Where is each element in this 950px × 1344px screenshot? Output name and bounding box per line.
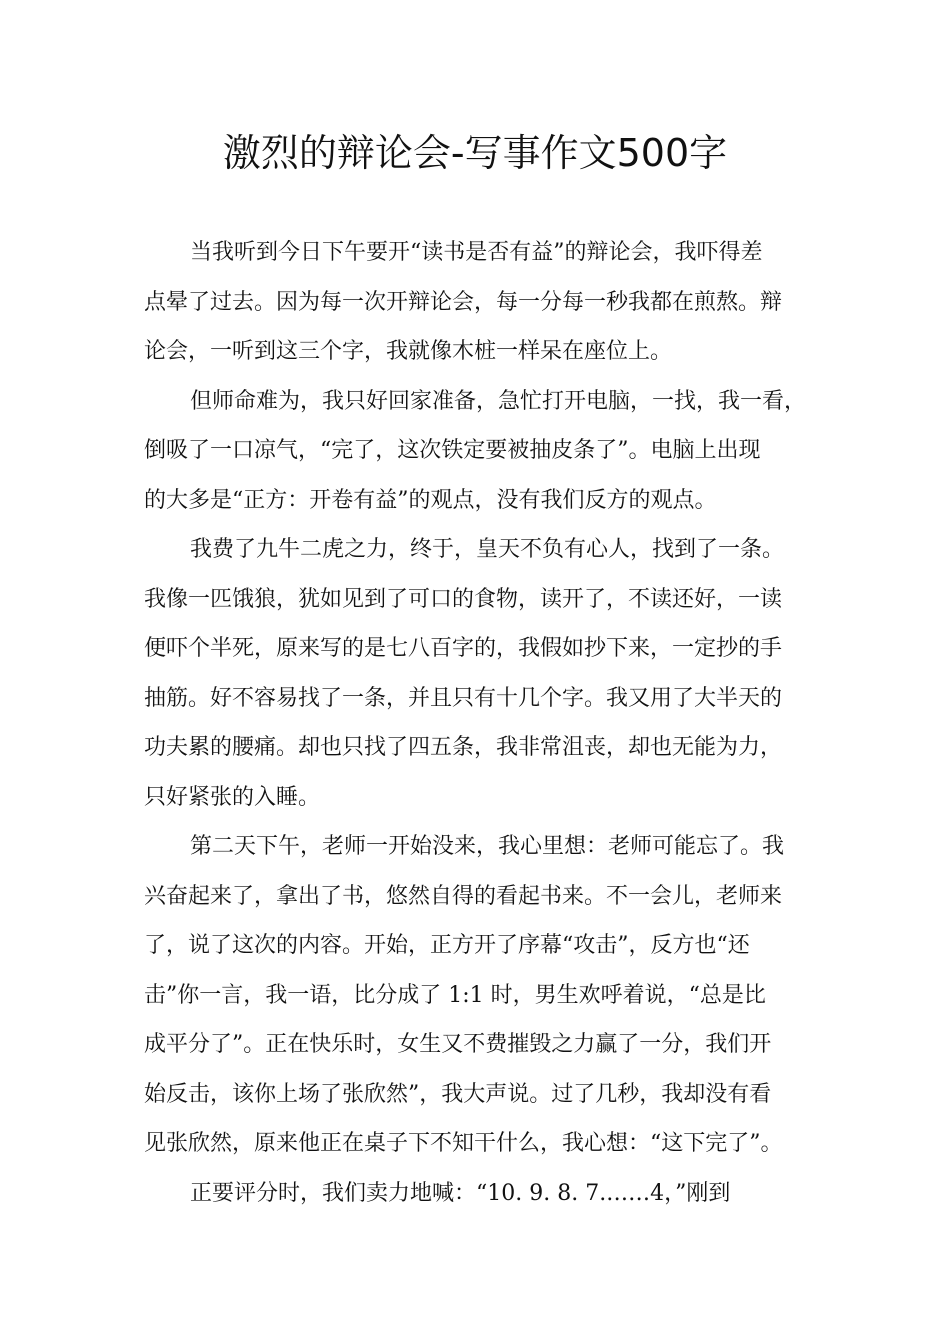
document-title: 激烈的辩论会-写事作文500字	[222, 131, 728, 175]
paragraph-line: 功夫累的腰痛。却也只找了四五条，我非常沮丧，却也无能为力，	[144, 735, 783, 760]
paragraph-line: 但师命难为，我只好回家准备，急忙打开电脑，一找，我一看，	[190, 388, 807, 414]
paragraph-line: 便吓个半死，原来写的是七八百字的，我假如抄下来，一定抄的手	[144, 636, 783, 661]
document-body	[144, 228, 814, 1218]
paragraph-line: 成平分了”。正在快乐时，女生又不费摧毁之力赢了一分，我们开	[144, 1032, 772, 1057]
paragraph-line: 点晕了过去。因为每一次开辩论会，每一分每一秒我都在煎熬。辩	[144, 289, 783, 315]
paragraph-line: 击”你一言，我一语，比分成了 1:1 时，男生欢呼着说，“总是比	[144, 982, 766, 1008]
paragraph-line: 倒吸了一口凉气，“完了，这次铁定要被抽皮条了”。电脑上出现	[144, 438, 761, 463]
paragraph-line: 了，说了这次的内容。开始，正方开了序幕“攻击”，反方也“还	[144, 933, 750, 958]
paragraph-line: 兴奋起来了，拿出了书，悠然自得的看起书来。不一会儿，老师来	[144, 883, 783, 909]
paragraph-line: 的大多是“正方：开卷有益”的观点，没有我们反方的观点。	[144, 487, 717, 513]
paragraph-line: 我费了九牛二虎之力，终于，皇天不负有心人，找到了一条。	[190, 537, 785, 562]
paragraph-line: 当我听到今日下午要开“读书是否有益”的辩论会，我吓得差	[190, 240, 763, 265]
paragraph-line: 第二天下午，老师一开始没来，我心里想：老师可能忘了。我	[190, 834, 785, 859]
paragraph-line: 始反击，该你上场了张欣然”，我大声说。过了几秒，我却没有看	[144, 1081, 772, 1107]
paragraph-line: 正要评分时，我们卖力地喊：“10. 9. 8. 7.……4，”刚到	[190, 1180, 731, 1206]
paragraph-line: 见张欣然，原来他正在桌子下不知干什么，我心想：“这下完了”。	[144, 1131, 783, 1156]
paragraph-line: 只好紧张的入睡。	[144, 784, 321, 810]
paragraph-line: 我像一匹饿狼，犹如见到了可口的食物，读开了，不读还好，一读	[144, 586, 783, 612]
paragraph-line: 抽筋。好不容易找了一条，并且只有十几个字。我又用了大半天的	[144, 685, 783, 711]
paragraph-line: 论会，一听到这三个字，我就像木桩一样呆在座位上。	[144, 339, 673, 364]
